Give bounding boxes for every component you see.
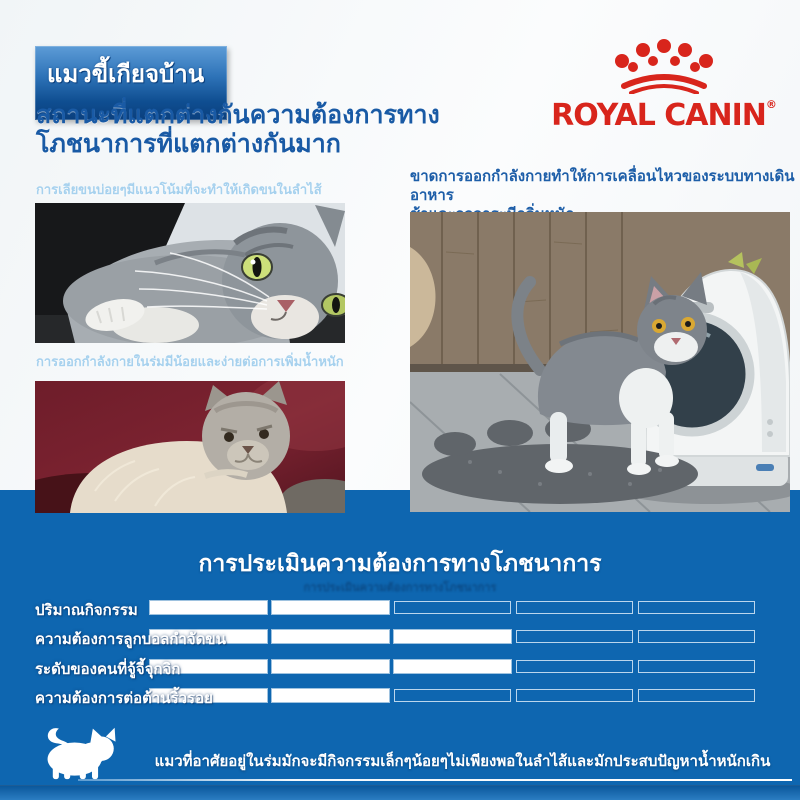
cat-silhouette-icon bbox=[22, 726, 128, 780]
bar-track bbox=[150, 660, 755, 673]
chart-title-shadow: การประเมินความต้องการทางโภชนาการ bbox=[303, 581, 497, 594]
chart-row-label: ความต้องการต่อต้านริ้วรอย bbox=[35, 689, 213, 708]
bar-segment-filled bbox=[150, 601, 267, 614]
photo-persian-cat-on-couch bbox=[35, 381, 345, 513]
chart-row-label: ระดับของคนที่จู้จี้จุกจิก bbox=[35, 659, 181, 678]
footer-divider-line bbox=[78, 779, 792, 781]
chart-row bbox=[0, 598, 800, 622]
registered-mark: ® bbox=[765, 98, 777, 111]
photo-tabby-cat-lying bbox=[35, 203, 345, 343]
bar-segment-empty bbox=[516, 689, 633, 702]
bar-track bbox=[150, 630, 755, 643]
headline-line2: โภชนาการที่แตกต่างกันมาก bbox=[36, 129, 341, 158]
brand-logo bbox=[535, 36, 793, 133]
bar-segment-empty bbox=[638, 660, 755, 673]
bar-segment-empty bbox=[394, 689, 511, 702]
footer-text: แมวที่อาศัยอยู่ในร่มมักจะมีกิจกรรมเล็กๆน้อยๆไม่เพียงพอในลำไส้และมักประสบปัญหาน้ำหนักเกิน bbox=[154, 752, 771, 770]
bar-track bbox=[150, 689, 755, 702]
chart-row-label: ปริมาณกิจกรรม bbox=[35, 601, 138, 619]
nutrition-assessment-section bbox=[0, 490, 800, 800]
bar-segment-filled bbox=[394, 660, 511, 673]
chart-row bbox=[0, 686, 800, 710]
bar-segment-filled bbox=[272, 630, 389, 643]
bar-segment-empty bbox=[638, 601, 755, 614]
caption-indoor: การออกกำลังกายในร่มมีน้อยและง่ายต่อการเพิ่มน้ำหนัก bbox=[36, 355, 344, 370]
bar-segment-empty bbox=[516, 630, 633, 643]
badge-label: แมวขี้เกียจบ้าน bbox=[47, 60, 205, 88]
bar-segment-empty bbox=[394, 601, 511, 614]
chart-row bbox=[0, 627, 800, 651]
bar-segment-filled bbox=[272, 660, 389, 673]
bar-segment-filled bbox=[394, 630, 511, 643]
bottom-strip bbox=[0, 785, 800, 800]
chart-row-label: ความต้องการลูกบอลกำจัดขน bbox=[35, 630, 226, 649]
royal-canin-crown-icon bbox=[598, 36, 730, 94]
bar-segment-empty bbox=[638, 630, 755, 643]
bar-track bbox=[150, 601, 755, 614]
brand-name: ROYAL CANIN bbox=[551, 98, 766, 133]
rating-bar-chart bbox=[0, 490, 800, 720]
bar-segment-empty bbox=[516, 601, 633, 614]
bar-segment-empty bbox=[516, 660, 633, 673]
headline-line1: สถานะที่แตกต่างกันความต้องการทาง bbox=[36, 100, 440, 129]
bar-segment-filled bbox=[272, 689, 389, 702]
caption-exercise-line1: ขาดการออกกำลังกายทำให้การเคลื่อนไหวของระบบทางเดินอาหาร bbox=[410, 167, 795, 204]
bar-segment-filled bbox=[272, 601, 389, 614]
chart-row bbox=[0, 657, 800, 681]
chart-title: การประเมินความต้องการทางโภชนาการ bbox=[198, 551, 602, 577]
bar-segment-empty bbox=[638, 689, 755, 702]
photo-cat-exiting-litter-box bbox=[410, 212, 790, 512]
caption-grooming: การเลียขนบ่อยๆมีแนวโน้มที่จะทำให้เกิดขนในลำไส้ bbox=[36, 183, 322, 198]
